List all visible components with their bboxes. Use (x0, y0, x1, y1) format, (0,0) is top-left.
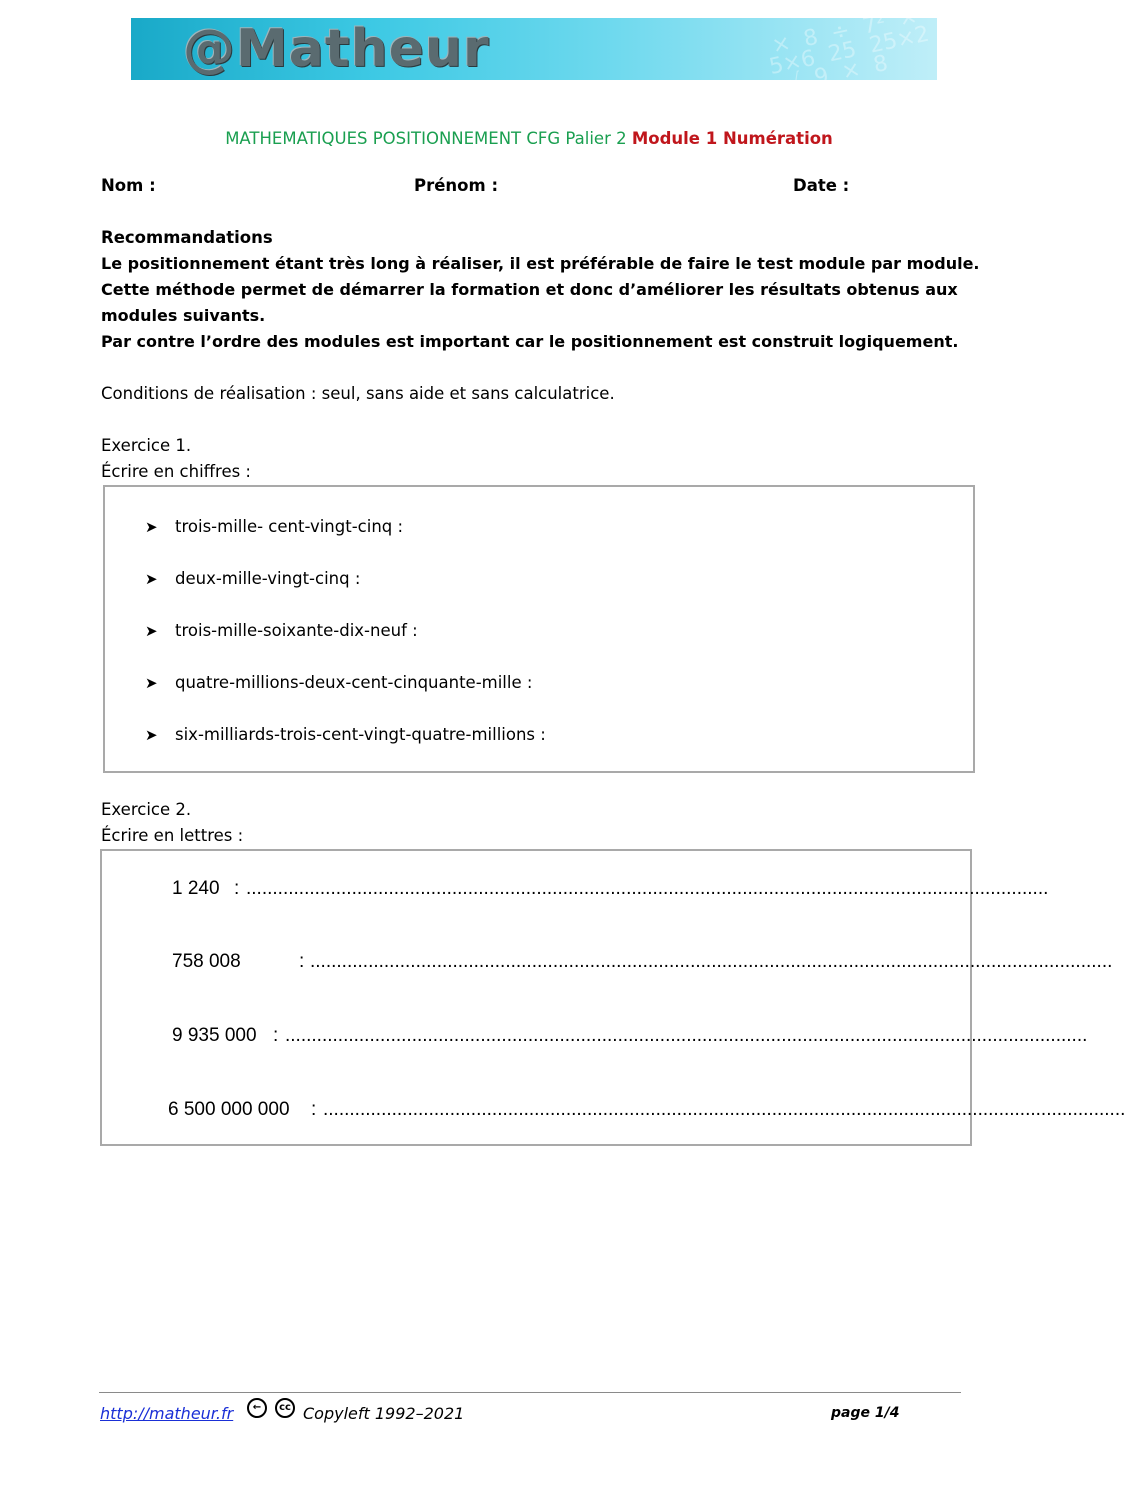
banner-decoration: × 8 ÷ 7² × 5×6 25 25×2 √ 9 × 8 (756, 3, 932, 101)
number-label: 6 500 000 000 (168, 1099, 290, 1120)
title-module: Module 1 Numération (631, 129, 833, 148)
footer-divider (99, 1392, 961, 1393)
exercise1-instruction: Écrire en chiffres : (101, 462, 251, 481)
exercise2-instruction: Écrire en lettres : (101, 826, 244, 845)
field-date: Date : (793, 176, 850, 195)
arrow-bullet-icon: ➤ (145, 622, 158, 640)
exercise2-box (100, 849, 1125, 1146)
number-label: 758 008 (172, 951, 241, 972)
recommandation-line: modules suivants. (101, 306, 266, 325)
separator: : (234, 878, 240, 899)
page-number: page 1/4 (831, 1405, 900, 1421)
creative-commons-icon: cc (275, 1398, 295, 1418)
recommandation-line: Le positionnement étant très long à réaliser, il est préférable de faire le test module par module. (101, 254, 980, 273)
number-label: 1 240 (172, 878, 220, 899)
arrow-bullet-icon: ➤ (145, 674, 158, 692)
exercise1-box (103, 485, 975, 773)
footer-copyleft: Copyleft 1992–2021 (303, 1404, 465, 1423)
page-title (0, 129, 1058, 148)
list-item (145, 725, 546, 744)
title-prefix: MATHEMATIQUES POSITIONNEMENT CFG Palier 2 (225, 129, 627, 148)
item-text: trois-mille- cent-vingt-cinq : (175, 517, 404, 536)
conditions-text: Conditions de réalisation : seul, sans aide et sans calculatrice. (101, 384, 615, 403)
arrow-bullet-icon: ➤ (145, 518, 158, 536)
banner-logo-text: @Matheur (183, 19, 490, 79)
arrow-bullet-icon: ➤ (145, 570, 158, 588)
recommandation-line: Cette méthode permet de démarrer la formation et donc d’améliorer les résultats obtenus aux (101, 280, 958, 299)
item-text: six-milliards-trois-cent-vingt-quatre-millions : (175, 725, 546, 744)
field-prenom: Prénom : (414, 176, 499, 195)
answer-line: ........................................................................................................................................................ (323, 1099, 1125, 1120)
separator: : (273, 1025, 279, 1046)
separator: : (299, 951, 305, 972)
header-banner (131, 3, 937, 101)
separator: : (311, 1099, 317, 1120)
exercise1-title: Exercice 1. (101, 436, 192, 455)
list-item (145, 621, 418, 640)
answer-line: ........................................................................................................................................................ (246, 878, 1049, 899)
field-nom: Nom : (101, 176, 156, 195)
list-item (145, 569, 360, 588)
item-text: trois-mille-soixante-dix-neuf : (175, 621, 418, 640)
arrow-bullet-icon: ➤ (145, 726, 158, 744)
item-text: deux-mille-vingt-cinq : (175, 569, 361, 588)
answer-line: ........................................................................................................................................................ (310, 951, 1113, 972)
item-text: quatre-millions-deux-cent-cinquante-mille : (175, 673, 533, 692)
copyleft-icon: ← (247, 1398, 267, 1418)
exercise2-title: Exercice 2. (101, 800, 192, 819)
recommandations-heading: Recommandations (101, 228, 273, 247)
number-label: 9 935 000 (172, 1025, 257, 1046)
answer-line: ........................................................................................................................................................ (285, 1025, 1088, 1046)
list-item (145, 673, 532, 692)
footer-link[interactable]: http://matheur.fr (100, 1404, 234, 1423)
list-item (145, 517, 403, 536)
recommandation-line: Par contre l’ordre des modules est important car le positionnement est construit logiquement. (101, 332, 959, 351)
